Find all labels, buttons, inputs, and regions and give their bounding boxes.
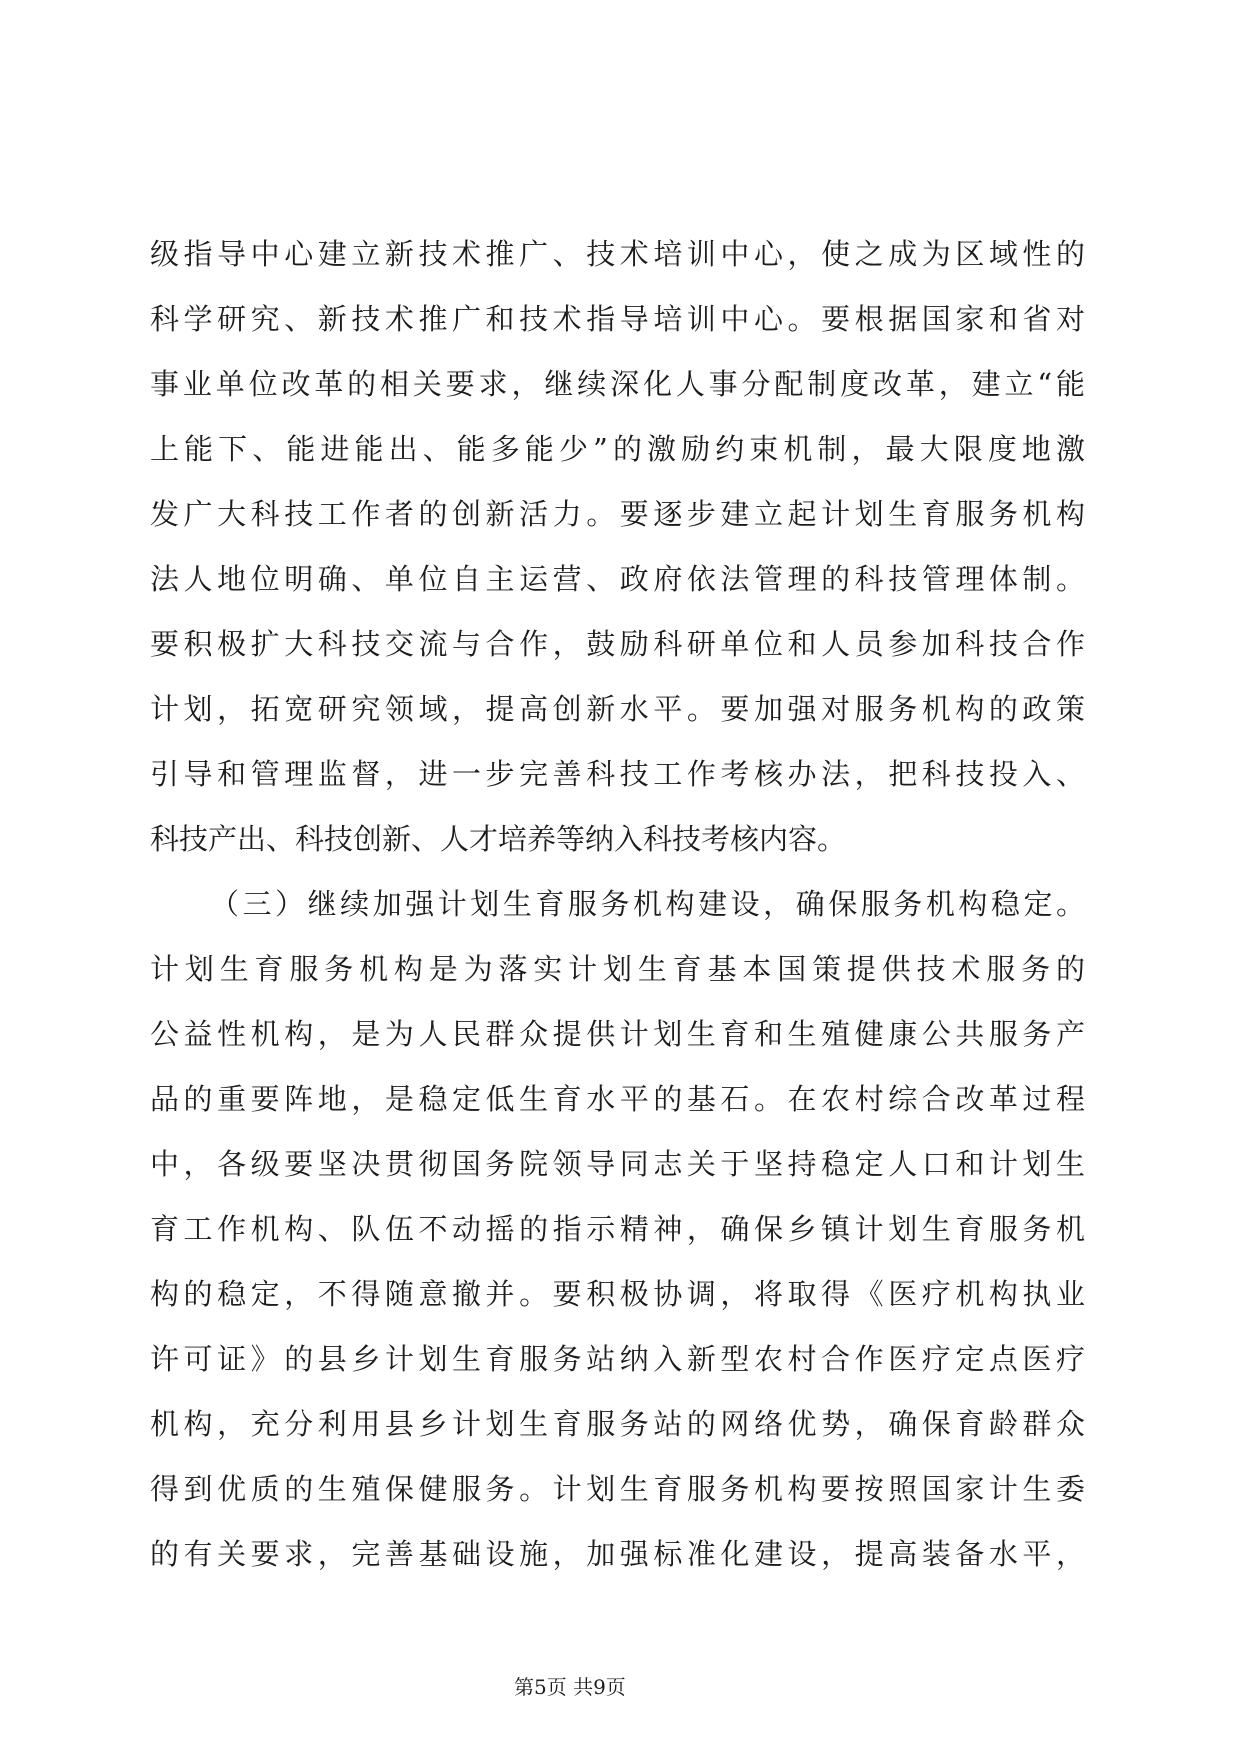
body-line: 发广大科技工作者的创新活力。要逐步建立起计划生育服务机构 [150, 497, 1085, 531]
body-line: 上能下、能进能出、能多能少”的激励约束机制，最大限度地激 [150, 432, 1085, 466]
body-line: 要积极扩大科技交流与合作，鼓励科研单位和人员参加科技合作 [150, 627, 1085, 661]
body-line: 构的稳定，不得随意撤并。要积极协调，将取得《医疗机构执业 [150, 1277, 1085, 1311]
body-line: 品的重要阵地，是稳定低生育水平的基石。在农村综合改革过程 [150, 1082, 1085, 1116]
body-line: 法人地位明确、单位自主运营、政府依法管理的科技管理体制。 [150, 562, 1085, 596]
body-line: 育工作机构、队伍不动摇的指示精神，确保乡镇计划生育服务机 [150, 1212, 1085, 1246]
section-heading-line: （三）继续加强计划生育服务机构建设，确保服务机构稳定。 [210, 887, 1085, 921]
body-line: 科学研究、新技术推广和技术指导培训中心。要根据国家和省对 [150, 302, 1085, 336]
paragraph-section-3 [150, 872, 1085, 1587]
body-line: 得到优质的生殖保健服务。计划生育服务机构要按照国家计生委 [150, 1472, 1085, 1506]
body-line: 的有关要求，完善基础设施，加强标准化建设，提高装备水平， [150, 1537, 1085, 1571]
body-line: 计划生育服务机构是为落实计划生育基本国策提供技术服务的 [150, 952, 1085, 986]
body-line: 级指导中心建立新技术推广、技术培训中心，使之成为区域性的 [150, 237, 1085, 271]
body-line: 事业单位改革的相关要求，继续深化人事分配制度改革，建立“能 [150, 367, 1085, 401]
body-line: 许可证》的县乡计划生育服务站纳入新型农村合作医疗定点医疗 [150, 1342, 1085, 1376]
body-line: 公益性机构，是为人民群众提供计划生育和生殖健康公共服务产 [150, 1017, 1085, 1051]
body-line: 机构，充分利用县乡计划生育服务站的网络优势，确保育龄群众 [150, 1407, 1085, 1441]
body-text [150, 222, 1085, 1587]
body-line: 中，各级要坚决贯彻国务院领导同志关于坚持稳定人口和计划生 [150, 1147, 1085, 1181]
paragraph-continued [150, 222, 1085, 872]
body-line: 计划，拓宽研究领域，提高创新水平。要加强对服务机构的政策 [150, 692, 1085, 726]
body-line: 引导和管理监督，进一步完善科技工作考核办法，把科技投入、 [150, 757, 1085, 791]
page-number-footer: 第5页 共9页 [514, 1675, 626, 1699]
body-line: 科技产出、科技创新、人才培养等纳入科技考核内容。 [150, 822, 847, 856]
